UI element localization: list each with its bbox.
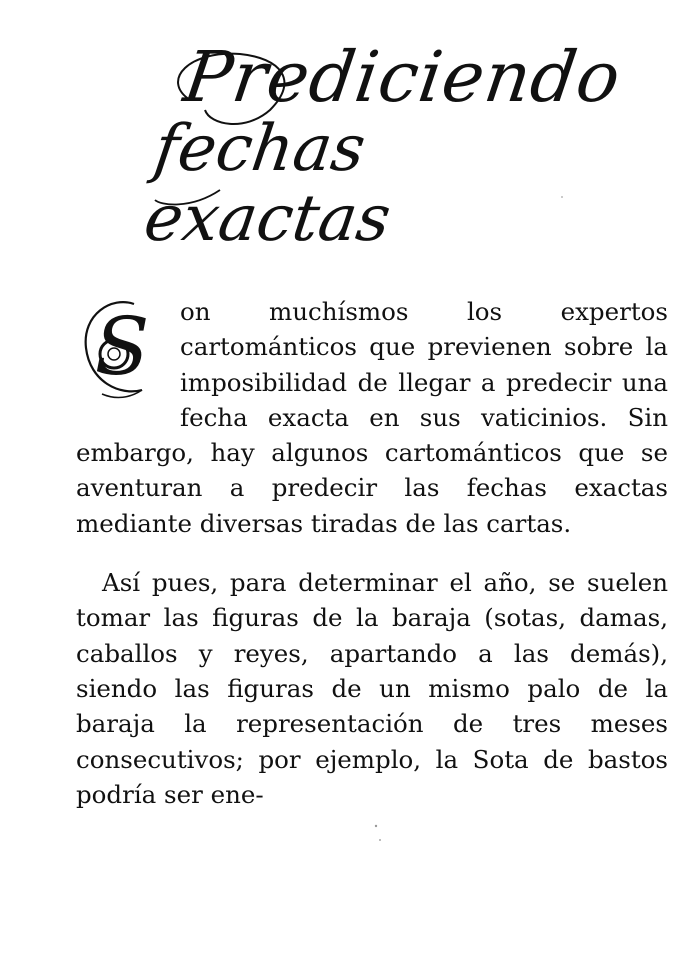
- chapter-title-line-1: Prediciendo: [179, 36, 627, 118]
- paragraph-2: Así pues, para determinar el año, se suelen tomar las figuras de la baraja (sotas, damas, caballos y reyes, apartando a las demás), siendo las figuras de un mismo palo de la baraja la representación de tres meses consecutivos; por ejemplo, la Sota de bastos podría ser ene-: [76, 568, 668, 809]
- paragraph-1: on muchísmos los expertos cartománticos que previenen sobre la imposibilidad de llegar a predecir una fecha exacta en sus vaticinios. Sin embargo, hay algunos cartománticos que se aventuran a predecir las fechas exactas mediante diversas tiradas de las cartas.: [76, 297, 668, 538]
- dropcap-letter: S: [94, 300, 150, 393]
- chapter-title-line-2: fechas exactas: [139, 112, 395, 256]
